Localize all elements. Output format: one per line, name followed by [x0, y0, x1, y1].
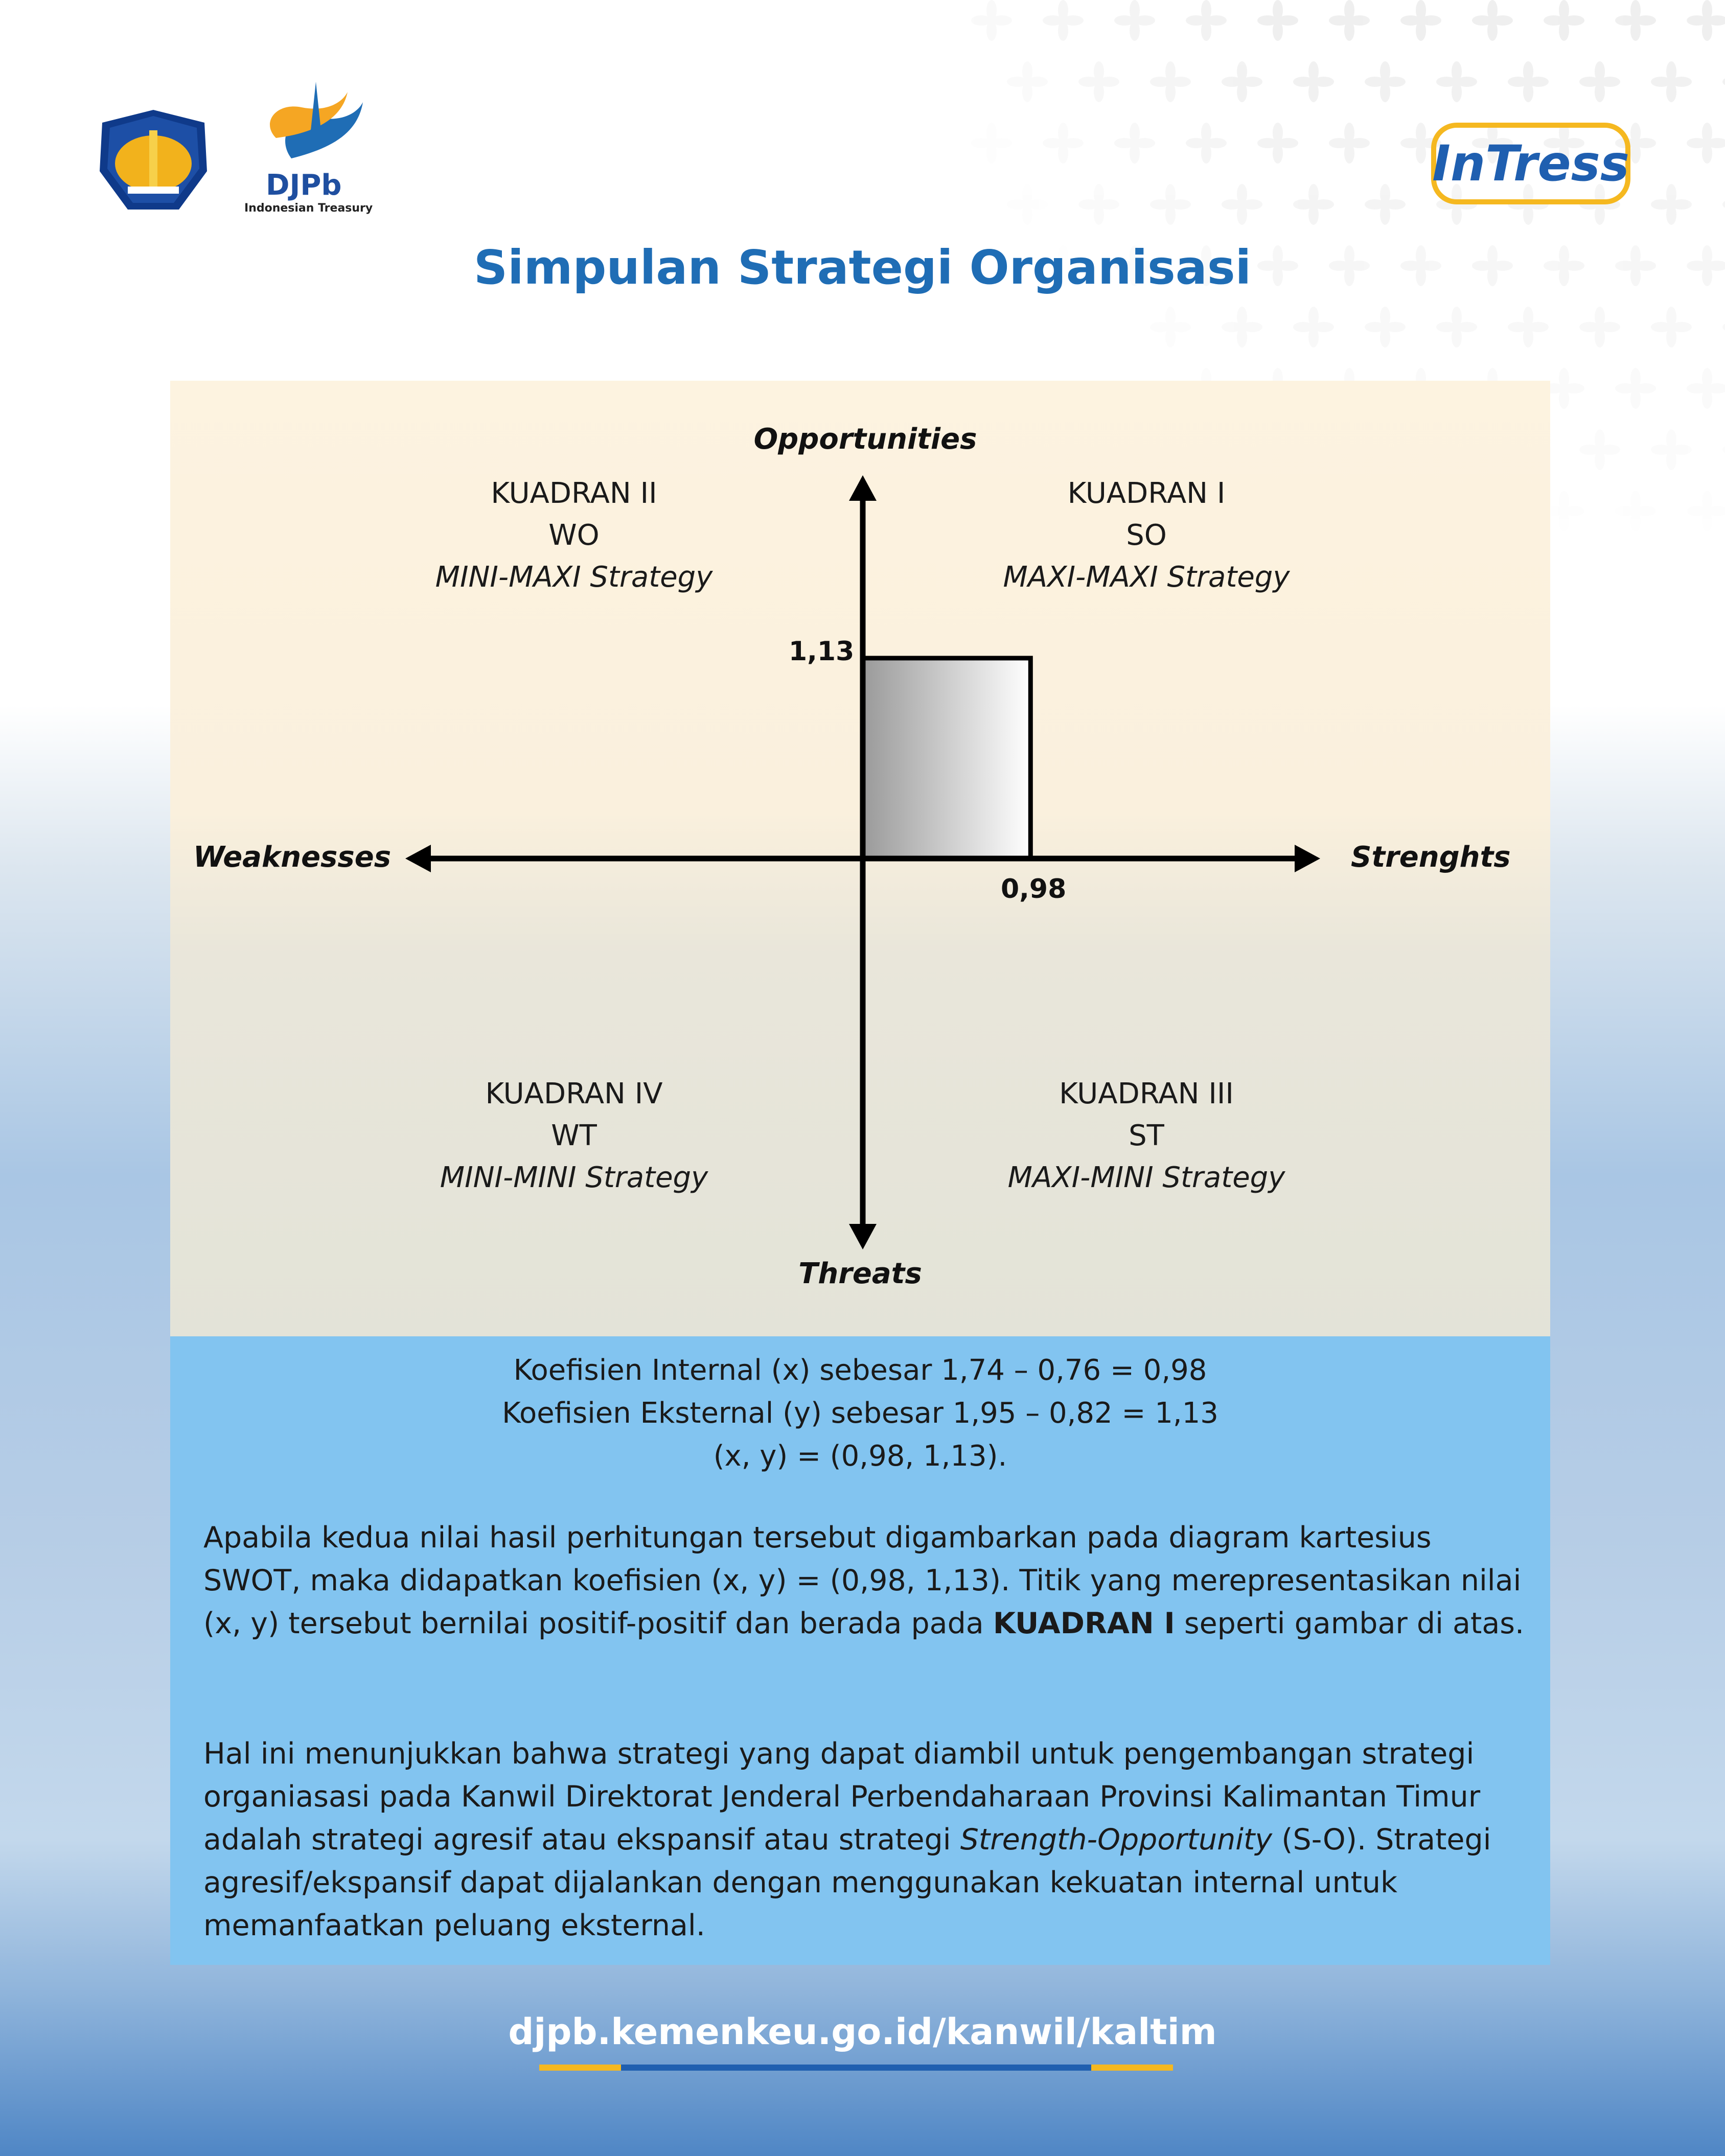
- underline-blue: [621, 2065, 1091, 2071]
- paragraph-1-tail: seperti gambar di atas.: [1175, 1607, 1525, 1640]
- underline-yellow-right: [1091, 2065, 1173, 2071]
- quadrant-2-strategy: MINI-MAXI Strategy: [435, 561, 713, 594]
- paragraph-2-tail: (S-O). Strategi agresif/ekspansif dapat dijalankan dengan menggunakan kekuatan internal untuk memanfaatkan peluang eksternal.: [203, 1823, 1491, 1942]
- paragraph-1-text: Apabila kedua nilai hasil perhitungan tersebut digambarkan pada diagram kartesius SWOT, maka didapatkan koefisien (x, y) = (0,98, 1,13). Titik yang merepresentasikan nilai (x, y) tersebut bernilai positif-positif dan berada pada: [203, 1521, 1522, 1640]
- paragraph-1-bold: KUADRAN I: [993, 1607, 1175, 1640]
- quadrant-3-name: KUADRAN III: [1059, 1077, 1234, 1110]
- axis-label-top: Opportunities: [753, 423, 977, 456]
- coordinate-rectangle: [863, 658, 1030, 859]
- quadrant-4: [344, 1073, 804, 1199]
- footer-url[interactable]: djpb.kemenkeu.go.id/kanwil/kaltim: [508, 2011, 1217, 2053]
- paragraph-strategy-conclusion: [203, 1732, 1527, 1947]
- formula-block: [170, 1349, 1550, 1478]
- y-value-label: 1,13: [789, 636, 855, 667]
- quadrant-3-strategy: MAXI-MINI Strategy: [1007, 1161, 1285, 1194]
- left-arrow-icon: [405, 845, 431, 872]
- quadrant-1: [916, 473, 1376, 598]
- up-arrow-icon: [849, 475, 877, 501]
- quadrant-3: [916, 1073, 1376, 1199]
- intress-logo: [1431, 123, 1630, 204]
- down-arrow-icon: [849, 1224, 877, 1249]
- swot-diagram-panel: [170, 381, 1550, 1336]
- axis-label-left: Weaknesses: [193, 841, 392, 874]
- djpb-logo-icon: [256, 82, 373, 179]
- axis-label-bottom: Threats: [798, 1257, 922, 1290]
- intress-logo-text: InTress: [1432, 135, 1629, 192]
- quadrant-4-name: KUADRAN IV: [485, 1077, 663, 1110]
- quadrant-2-name: KUADRAN II: [491, 477, 657, 510]
- axis-label-right: Strenghts: [1351, 841, 1511, 874]
- quadrant-2-code: WO: [548, 519, 600, 552]
- djpb-logo-subtitle: Indonesian Treasury: [244, 202, 373, 215]
- paragraph-2-text: Hal ini menunjukkan bahwa strategi yang dapat diambil untuk pengembangan strategi organiasasi pada Kanwil Direktorat Jenderal Perbendaharaan Provinsi Kalimantan Timur adalah strategi agresif atau ekspansif atau strategi: [203, 1737, 1481, 1857]
- quadrant-2: [344, 473, 804, 598]
- formula-internal: Koefisien Internal (x) sebesar 1,74 – 0,76 = 0,98: [513, 1354, 1207, 1387]
- quadrant-1-name: KUADRAN I: [1067, 477, 1226, 510]
- footer-underline: [539, 2065, 1173, 2071]
- x-value-label: 0,98: [1001, 874, 1067, 905]
- paragraph-quadrant-result: [203, 1516, 1527, 1645]
- underline-yellow-left: [539, 2065, 621, 2071]
- quadrant-1-strategy: MAXI-MAXI Strategy: [1003, 561, 1290, 594]
- formula-external: Koefisien Eksternal (y) sebesar 1,95 – 0,82 = 1,13: [502, 1397, 1218, 1430]
- quadrant-4-code: WT: [551, 1119, 597, 1152]
- quadrant-3-code: ST: [1129, 1119, 1164, 1152]
- explanation-panel: [170, 1336, 1550, 1965]
- quadrant-4-strategy: MINI-MINI Strategy: [440, 1161, 708, 1194]
- djpb-logo-name: DJPb: [266, 169, 342, 202]
- quadrant-1-code: SO: [1126, 519, 1167, 552]
- formula-coordinate: (x, y) = (0,98, 1,13).: [713, 1440, 1007, 1473]
- paragraph-2-italic: Strength-Opportunity: [960, 1823, 1273, 1857]
- kemenkeu-logo: [92, 110, 215, 212]
- page-title: Simpulan Strategi Organisasi: [473, 240, 1252, 295]
- right-arrow-icon: [1295, 845, 1320, 872]
